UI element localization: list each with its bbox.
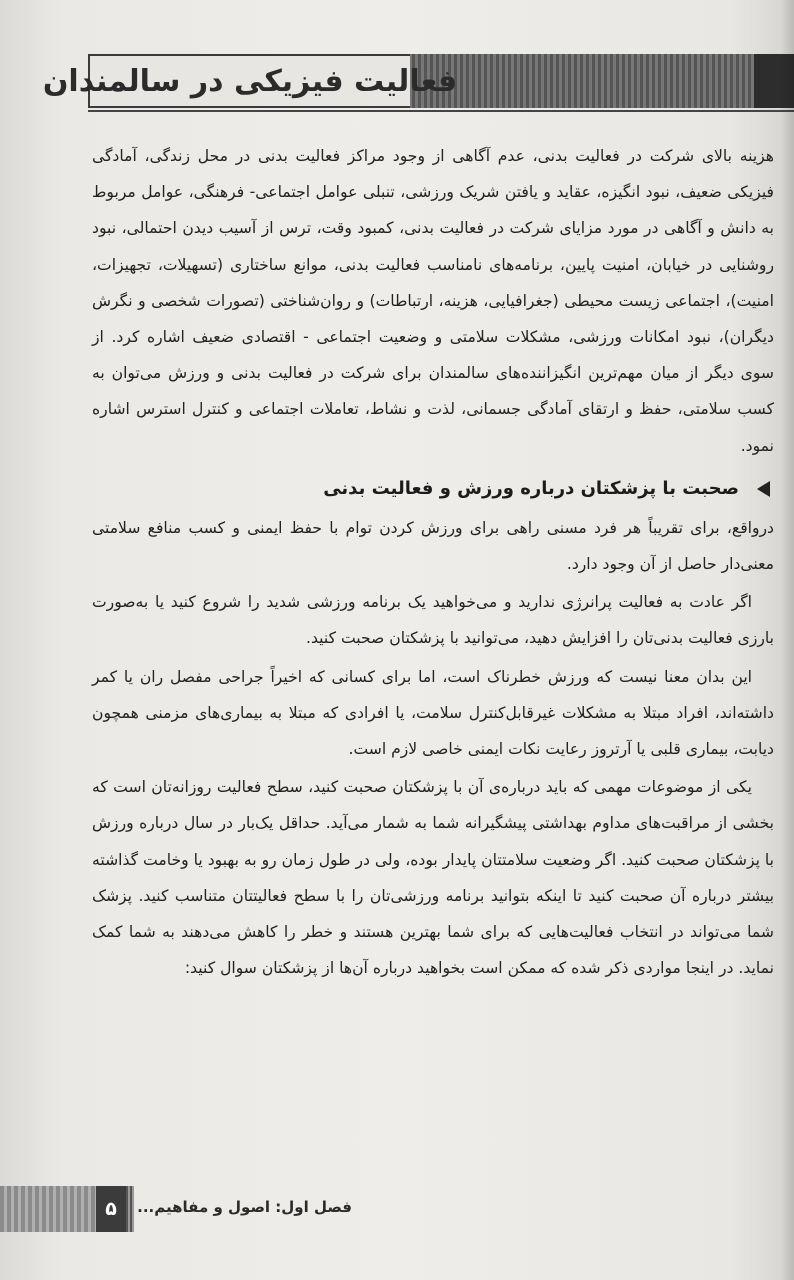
chapter-title: فصل اول: اصول و مفاهیم... — [137, 1198, 352, 1216]
page-body — [92, 138, 774, 986]
header-rule — [88, 110, 794, 112]
footer-stripe-decoration — [0, 1186, 96, 1232]
section-heading — [92, 470, 774, 508]
paragraph: یکی از موضوعات مهمی که باید درباره‌ی آن با پزشکتان صحبت کنید، سطح فعالیت روزانه‌تان است که بخشی از مراقبت‌های مداوم بهداشتی پیشگیرانه شما به شمار می‌آید. حداقل یک‌بار در سال درباره ورزش با پزشکتان صحبت کنید. اگر وضعیت سلامتتان پایدار بوده، ولی در طول زمان رو به بهبود یا وخامت گذاشته بیشتر درباره آن صحبت کنید تا اینکه بتوانید برنامه ورزشی‌تان را با سطح فعالیتتان متناسب کنید. پزشک شما می‌تواند در انتخاب فعالیت‌هایی که برای شما بهترین هستند و خطر را کاهش می‌دهند به شما کمک نماید. در اینجا مواردی ذکر شده که ممکن است بخواهید درباره آن‌ها از پزشکتان سوال کنید: — [92, 778, 774, 978]
paragraph: درواقع، برای تقریباً هر فرد مسنی راهی برای ورزش کردن توام با حفظ ایمنی و کسب منافع سلامتی معنی‌دار حاصل از آن وجود دارد. — [92, 518, 774, 574]
paragraph: هزینه بالای شرکت در فعالیت بدنی، عدم آگاهی از وجود مراکز فعالیت بدنی در محل زندگی، آمادگی فیزیکی ضعیف، نبود انگیزه، عقاید و یافتن شریک ورزشی، تنبلی عوامل اجتماعی- فرهنگی، عوامل مربوط به دانش و آگاهی در مورد مزایای شرکت در فعالیت بدنی، کمبود وقت، ترس از آسیب دیدن احتمالی، نبود روشنایی در خیابان، امنیت پایین، برنامه‌های نامناسب فعالیت بدنی، موانع ساختاری (تسهیلات، تجهیزات، امنیت)، اجتماعی زیست محیطی (جغرافیایی، هزینه، ارتباطات) و روان‌شناختی (تصورات شخصی و نگرش دیگران)، نبود امکانات ورزشی، مشکلات سلامتی و وضعیت اجتماعی - اقتصادی ضعیف اشاره کرد. از سوی دیگر از میان مهم‌ترین انگیزاننده‌های سالمندان برای شرکت در فعالیت بدنی و ورزش می‌توان به کسب سلامتی، حفظ و ارتقای آمادگی جسمانی، لذت و نشاط، تعاملات اجتماعی و کنترل استرس اشاره نمود. — [92, 147, 774, 455]
triangle-bullet-icon — [757, 481, 770, 497]
page-number: ۵ — [96, 1186, 126, 1232]
page-edge-shadow — [780, 0, 794, 1280]
section-title: صحبت با پزشکتان درباره ورزش و فعالیت بدنی — [323, 477, 739, 499]
footer-thin-stripe — [126, 1186, 134, 1232]
paragraph: این بدان معنا نیست که ورزش خطرناک است، اما برای کسانی که اخیراً جراحی مفصل ران یا کمر داشته‌اند، افراد مبتلا به مشکلات غیرقابل‌کنترل سلامت، یا افرادی که مبتلا به بیماری‌های مزمنی همچون دیابت، بیماری قلبی یا آرتروز رعایت نکات ایمنی خاصی لازم است. — [92, 667, 774, 759]
paragraph: اگر عادت به فعالیت پرانرژی ندارید و می‌خواهید یک برنامه ورزشی شدید را شروع کنید یا به‌صورت بارزی فعالیت بدنی‌تان را افزایش دهید، می‌توانید با پزشکتان صحبت کنید. — [92, 593, 774, 648]
running-header — [42, 54, 794, 110]
header-title-box — [42, 54, 458, 108]
page-footer — [0, 1186, 794, 1236]
book-title: فعالیت فیزیکی در سالمندان — [42, 63, 458, 99]
